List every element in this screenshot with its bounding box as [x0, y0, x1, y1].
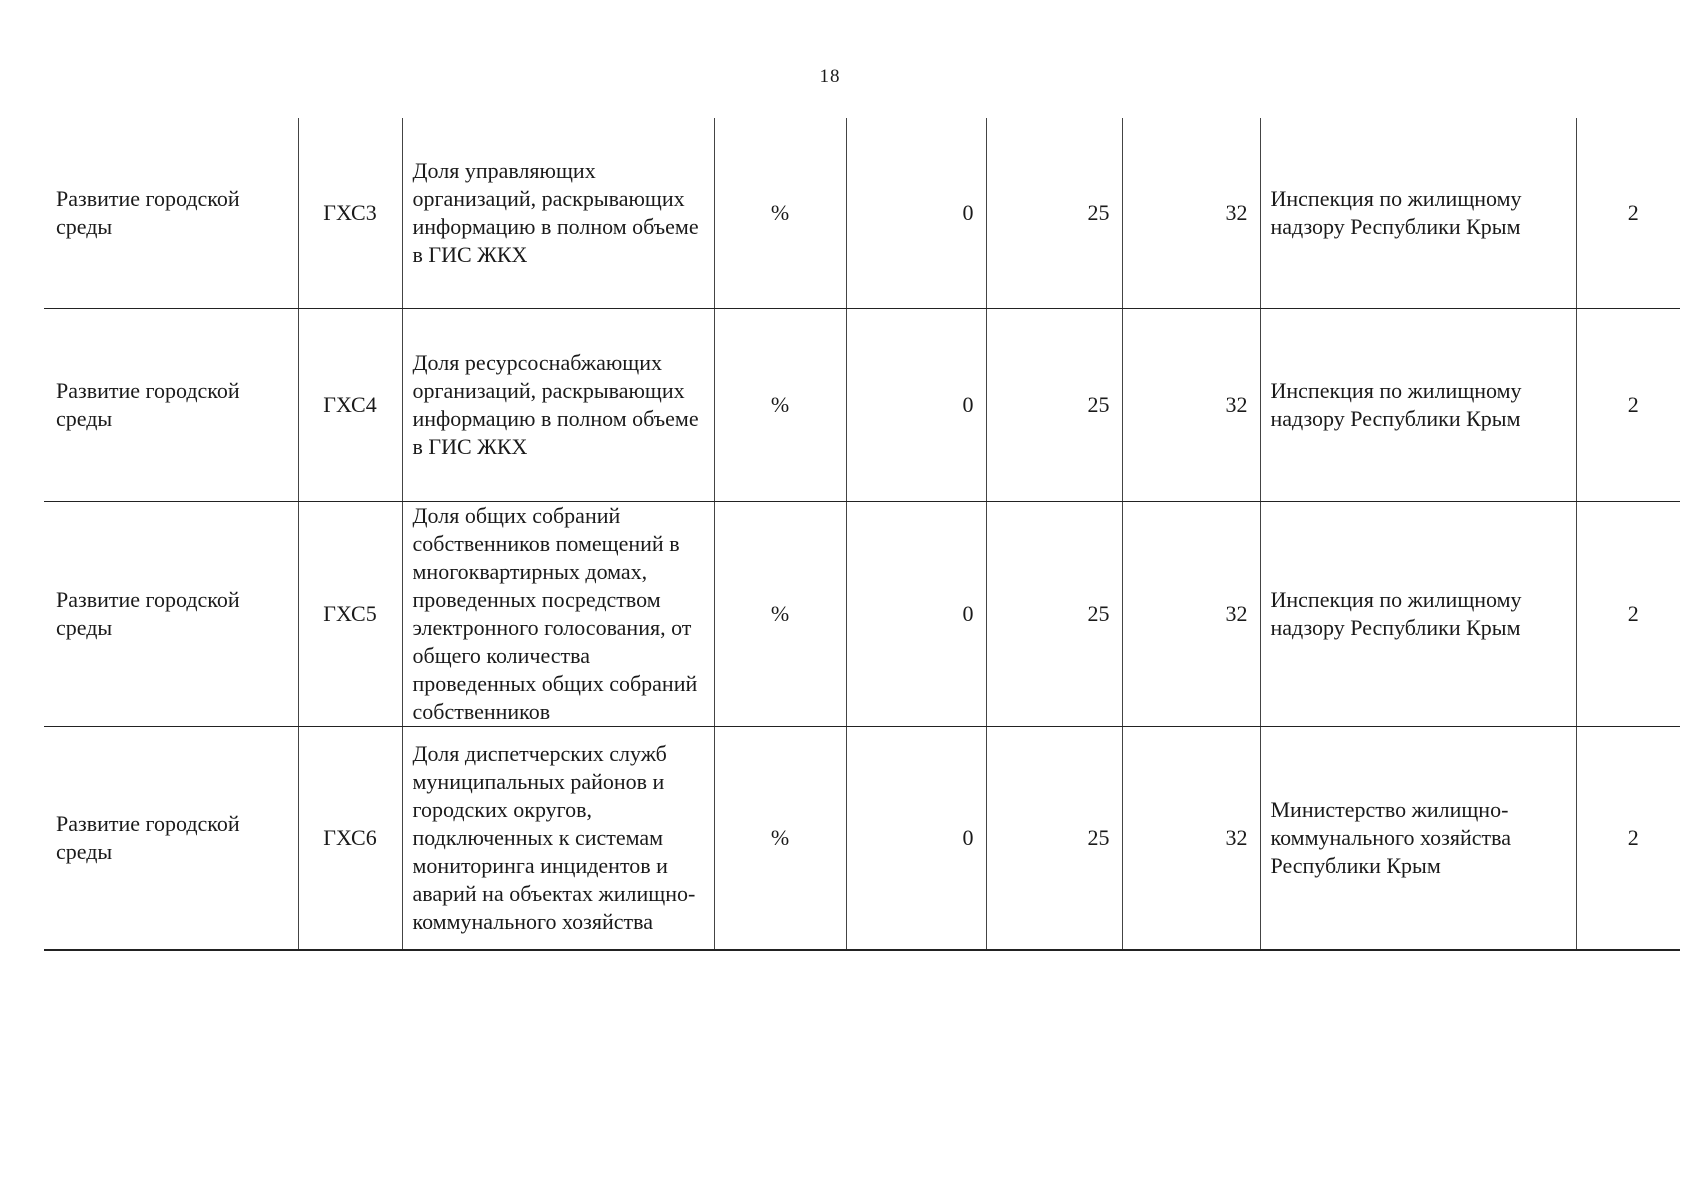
- base-value-cell: 0: [846, 502, 986, 727]
- indicator-cell: Доля диспетчерских служб муниципальных районов и городских округов, подключенных к системам мониторинга инцидентов и аварий на объектах жилищно-коммунального хозяйства: [402, 727, 714, 951]
- responsible-cell: Инспекция по жилищному надзору Республики Крым: [1260, 118, 1576, 309]
- responsible-cell: Инспекция по жилищному надзору Республики Крым: [1260, 309, 1576, 502]
- program-cell: Развитие городской среды: [44, 118, 298, 309]
- table-row: [44, 727, 1680, 951]
- code-cell: ГХС6: [298, 727, 402, 951]
- last-cell: 2: [1576, 118, 1680, 309]
- unit-cell: %: [714, 502, 846, 727]
- program-cell: Развитие городской среды: [44, 309, 298, 502]
- last-cell: 2: [1576, 309, 1680, 502]
- indicator-cell: Доля общих собраний собственников помещений в многоквартирных домах, проведенных посредством электронного голосования, от общего количества проведенных общих собраний собственников: [402, 502, 714, 727]
- value-cell: 32: [1122, 727, 1260, 951]
- indicator-cell: Доля ресурсоснабжающих организаций, раскрывающих информацию в полном объеме в ГИС ЖКХ: [402, 309, 714, 502]
- table-row: [44, 118, 1680, 309]
- unit-cell: %: [714, 727, 846, 951]
- code-cell: ГХС5: [298, 502, 402, 727]
- program-cell: Развитие городской среды: [44, 727, 298, 951]
- code-cell: ГХС3: [298, 118, 402, 309]
- value-cell: 25: [986, 502, 1122, 727]
- indicator-cell: Доля управляющих организаций, раскрывающих информацию в полном объеме в ГИС ЖКХ: [402, 118, 714, 309]
- value-cell: 32: [1122, 502, 1260, 727]
- page-number: 18: [819, 66, 841, 87]
- table-row: [44, 309, 1680, 502]
- table-row: [44, 502, 1680, 727]
- indicators-table: [44, 118, 1680, 951]
- program-cell: Развитие городской среды: [44, 502, 298, 727]
- responsible-cell: Министерство жилищно-коммунального хозяйства Республики Крым: [1260, 727, 1576, 951]
- base-value-cell: 0: [846, 309, 986, 502]
- code-cell: ГХС4: [298, 309, 402, 502]
- unit-cell: %: [714, 118, 846, 309]
- value-cell: 25: [986, 118, 1122, 309]
- value-cell: 25: [986, 309, 1122, 502]
- value-cell: 32: [1122, 309, 1260, 502]
- responsible-cell: Инспекция по жилищному надзору Республики Крым: [1260, 502, 1576, 727]
- unit-cell: %: [714, 309, 846, 502]
- base-value-cell: 0: [846, 727, 986, 951]
- value-cell: 25: [986, 727, 1122, 951]
- value-cell: 32: [1122, 118, 1260, 309]
- base-value-cell: 0: [846, 118, 986, 309]
- last-cell: 2: [1576, 727, 1680, 951]
- last-cell: 2: [1576, 502, 1680, 727]
